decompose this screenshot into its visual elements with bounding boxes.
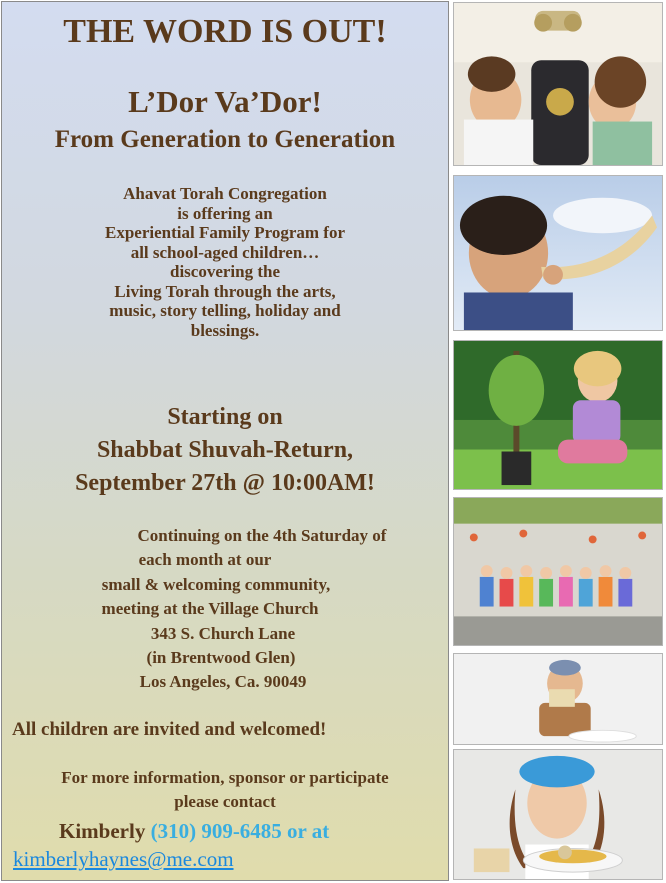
info-line: For more information, sponsor or participate xyxy=(61,768,389,787)
intro-line: is offering an xyxy=(177,203,273,223)
schedule-line: Continuing on the 4th Saturday of xyxy=(137,526,387,545)
contact-info-intro xyxy=(2,766,448,814)
subtitle: From Generation to Generation xyxy=(54,126,396,153)
title: L’Dor Va’Dor! xyxy=(128,84,322,119)
intro-line: all school-aged children… xyxy=(130,242,320,262)
photo-kids-kissing-torah xyxy=(453,2,663,166)
photo-boy-matzah xyxy=(453,653,663,745)
start-line: Starting on xyxy=(167,404,283,430)
intro-line: Living Torah through the arts, xyxy=(114,281,336,301)
address-line: Los Angeles, Ca. 90049 xyxy=(139,672,307,692)
start-line: September 27th @ 10:00AM! xyxy=(75,470,375,496)
invitation-line: All children are invited and welcomed! xyxy=(12,719,327,740)
photo-girl-soup xyxy=(453,749,663,880)
intro-line: blessings. xyxy=(190,320,260,340)
intro-line: discovering the xyxy=(169,262,281,281)
intro-line: music, story telling, holiday and xyxy=(109,301,341,320)
intro-line: Experiential Family Program for xyxy=(105,223,345,242)
address-line: 343 S. Church Lane xyxy=(150,623,296,643)
schedule-line: small & welcoming community, xyxy=(101,574,331,594)
schedule-line: meeting at the Village Church xyxy=(101,599,319,619)
schedule-location-block xyxy=(2,524,448,695)
start-date-block xyxy=(2,401,448,500)
contact-phone: (310) 909-6485 or at xyxy=(150,819,330,843)
photo-children-sukkah xyxy=(453,497,663,646)
intro-paragraph xyxy=(2,184,448,340)
photo-girl-planting xyxy=(453,340,663,490)
headline: THE WORD IS OUT! xyxy=(63,13,387,50)
photo-boy-shofar xyxy=(453,175,663,331)
start-line: Shabbat Shuvah-Return, xyxy=(96,437,354,463)
flyer-panel xyxy=(1,1,449,881)
contact-line xyxy=(59,817,329,845)
contact-name: Kimberly xyxy=(59,819,146,843)
intro-line: Ahavat Torah Congregation xyxy=(123,184,327,203)
address-line: (in Brentwood Glen) xyxy=(146,648,296,668)
schedule-line: each month at our xyxy=(138,550,272,570)
contact-email-link[interactable]: kimberlyhaynes@me.com xyxy=(13,847,234,871)
info-line: please contact xyxy=(174,792,276,811)
